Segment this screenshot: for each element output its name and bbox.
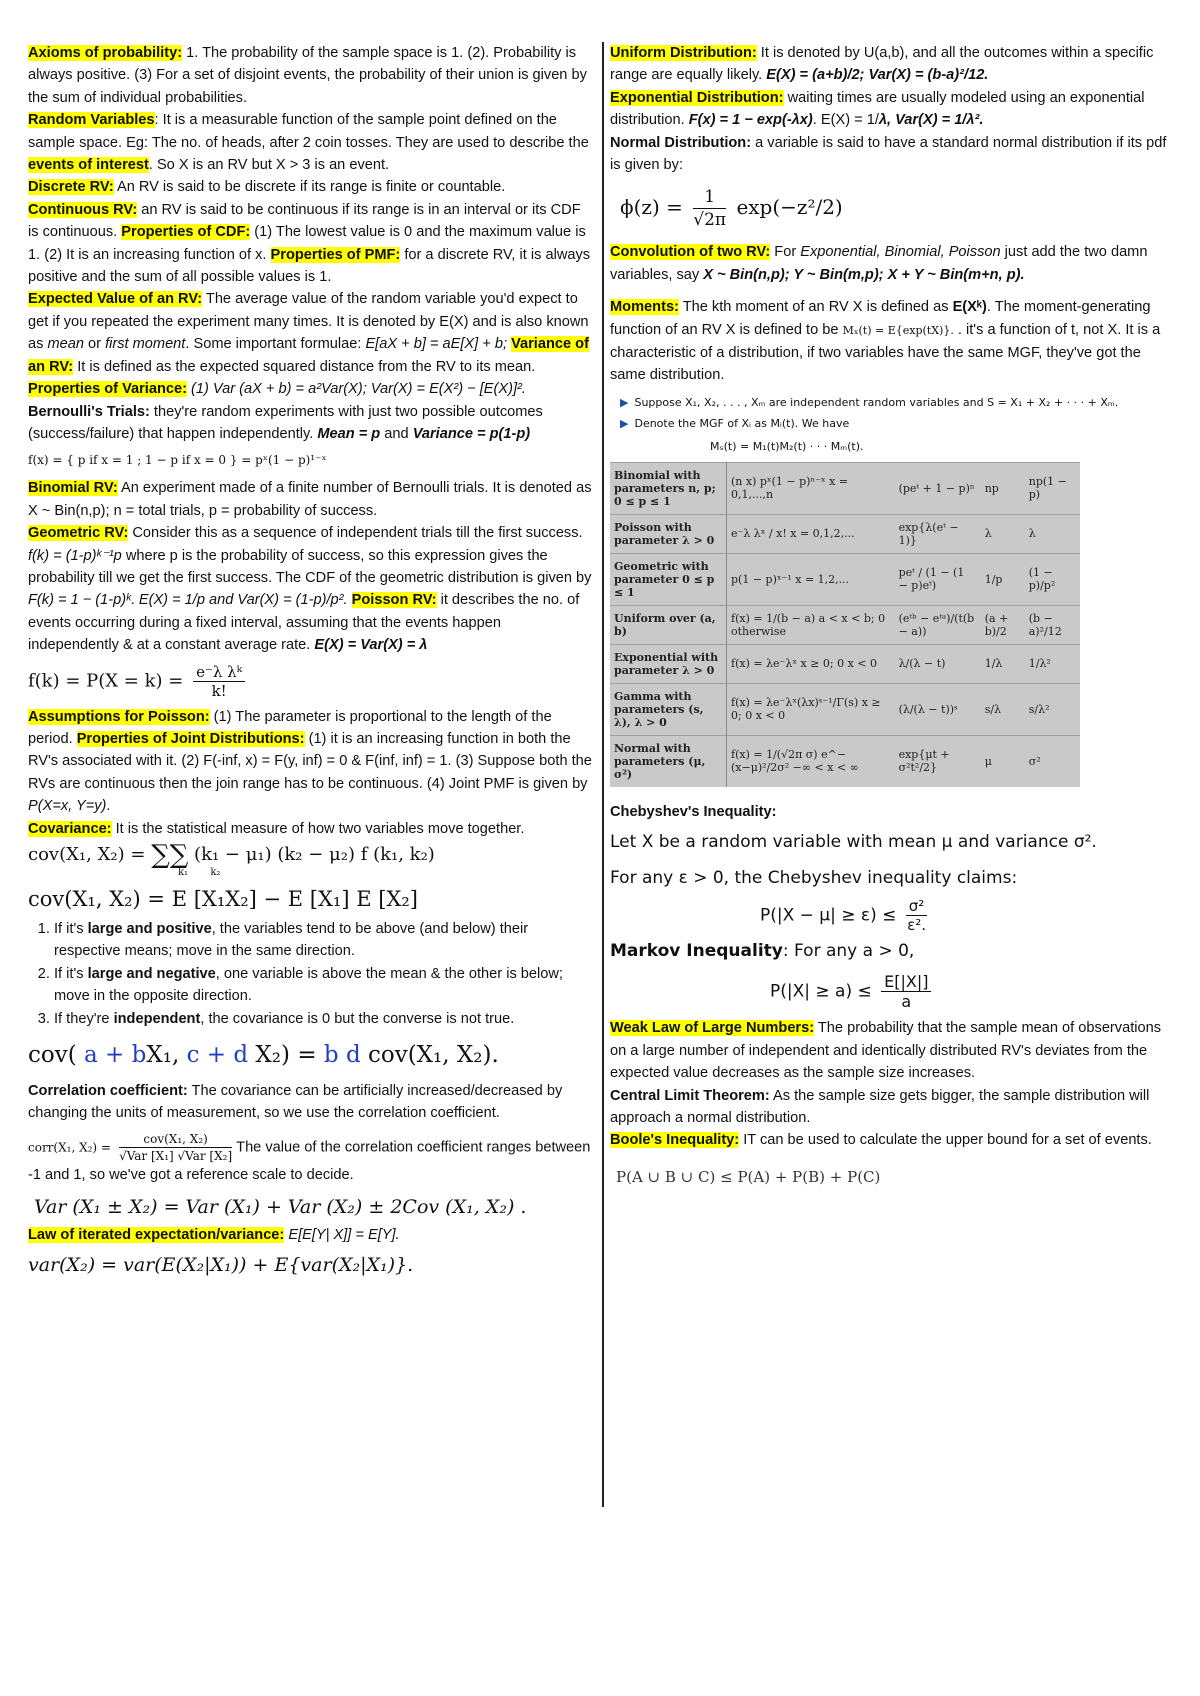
clt-paragraph — [610, 1085, 1176, 1130]
random-variables-heading: Random Variables — [28, 112, 155, 129]
sum-symbol-2: ∑ — [169, 840, 189, 870]
covariance-expectation-formula: cov(X₁, X₂) = E [X₁X₂] − E [X₁] E [X₂] — [28, 887, 418, 911]
joint-pmf: P(X=x, Y=y) — [28, 798, 107, 815]
convolution-heading: Convolution of two RV: — [610, 244, 771, 261]
ev-formula: E[aX + b] = aE[X] + b; — [365, 336, 508, 353]
normal-paragraph — [610, 132, 1176, 177]
moments-text-3: . it's a function of t, not X. It is a characteristic of a distribution, if two variables have the same MGF, they've got the same distribution. — [610, 321, 1161, 384]
chebyshev-numerator: σ² — [906, 897, 928, 916]
markov-lhs: P(|X| ≥ a) ≤ — [770, 981, 872, 1002]
expected-value-heading: Expected Value of an RV: — [28, 291, 203, 308]
rv-text: : It is a measurable function of the sample point defined on the sample space. Eg: The no. of heads, after 2 coin tosses. They are used to describe the — [28, 112, 589, 151]
covariance-heading: Covariance: — [28, 820, 112, 837]
list-item: 1. If it's large and positive, the variables tend to be above (and below) their respective means; move in the same direction. — [54, 918, 594, 963]
bernoulli-formula: f(x) = { p if x = 1 ; 1 − p if x = 0 } = pˣ(1 − p)¹⁻ˣ — [28, 453, 327, 468]
convolution-italic: Exponential, Binomial, Poisson — [800, 244, 1001, 261]
normal-pdf-denominator: √2π — [693, 210, 727, 231]
properties-variance-text: (1) Var (aX + b) = a²Var(X); Var(X) = E(X²) − [E(X)]². — [186, 381, 526, 398]
covariance-text: It is the statistical measure of how two variables move together. — [111, 820, 525, 837]
sum-symbol-1: ∑ — [151, 840, 170, 870]
normal-pdf-numerator: 1 — [693, 186, 726, 209]
markov-text: : For any a > 0, — [782, 941, 915, 962]
sum-index-1: k₁ — [178, 867, 189, 878]
geometric-moments: E(X) = 1/p and Var(X) = (1-p)/p². — [138, 592, 348, 609]
joint-distributions-text: (1) it is an increasing function in both the RV's associated with it. (2) F(-inf, x) = F(y, inf) = 0 & F(inf, inf) = 1. (3) Suppose both the RVs are continuous then the join range has to be continuous. (4) Joint PMF is given by — [28, 730, 592, 792]
assumptions-paragraph — [28, 706, 594, 818]
ev-first-moment: first moment — [105, 336, 186, 353]
iterated-text: E[E[Y| X]] = E[Y]. — [284, 1227, 400, 1244]
events-of-interest-highlight: events of interest — [28, 157, 149, 174]
column-divider — [602, 42, 604, 1507]
rv-text-2: . So X is an RV but X > 3 is an event. — [148, 157, 390, 174]
chebyshev-block — [610, 829, 1176, 1011]
chebyshev-heading: Chebyshev's Inequality: — [610, 803, 777, 820]
bernoulli-text: they're random experiments with just two possible outcomes (success/failure) that happen independently. — [28, 403, 543, 442]
covariance-sum-indices — [178, 868, 594, 878]
poisson-text: it describes the no. of events occurring during a fixed interval, assuming that the events happen independently & at a constant average rate. — [28, 592, 580, 654]
table-row: Uniform over (a, b) f(x) = 1/(b − a) a < x < b; 0 otherwise (eᵗᵇ − eᵗᵃ)/(t(b − a)) (a + b)/2 (b − a)²/12 — [610, 605, 1080, 644]
ev-text-3: . Some important formulae: — [185, 336, 366, 353]
table-row: Gamma with parameters (s, λ), λ > 0 f(x) = λe⁻λˣ(λx)ˢ⁻¹/Γ(s) x ≥ 0; 0 x < 0 (λ/(λ − t))ˢ s/λ s/λ² — [610, 683, 1080, 735]
moments-heading: Moments: — [610, 299, 679, 316]
markov-denominator: a — [901, 992, 912, 1012]
chebyshev-line-2: For any ε > 0, the Chebyshev inequality claims: — [610, 868, 1018, 889]
joint-distributions-heading: Properties of Joint Distributions: — [76, 730, 305, 747]
chebyshev-formula — [760, 897, 1176, 934]
normal-text: a variable is said to have a standard normal distribution if its pdf is given by: — [610, 134, 1167, 174]
exponential-heading: Exponential Distribution: — [610, 89, 784, 106]
geometric-pmf: f(k) = (1-p)ᵏ⁻¹p — [28, 547, 122, 564]
uniform-formula: E(X) = (a+b)/2; Var(X) = (b-a)²/12. — [766, 67, 989, 84]
variance-heading: Variance of an RV: — [28, 336, 589, 375]
table-row: Geometric with parameter 0 ≤ p ≤ 1 p(1 − p)ˣ⁻¹ x = 1,2,... peᵗ / (1 − (1 − p)eᵗ) 1/p (1 − p)/p² — [610, 553, 1080, 605]
poisson-heading: Poisson RV: — [351, 592, 437, 609]
continuous-rv-heading: Continuous RV: — [28, 201, 138, 218]
normal-pdf-rhs: exp(−z²/2) — [736, 195, 843, 220]
variance-sum-formula: Var (X₁ ± X₂) = Var (X₁) + Var (X₂) ± 2Cov (X₁, X₂) . — [34, 1196, 527, 1219]
expected-value-paragraph — [28, 288, 594, 400]
corr-denominator: √Var [X₁] √Var [X₂] — [119, 1148, 233, 1163]
random-variables-paragraph — [28, 109, 594, 176]
exponential-cdf: F(x) = 1 − exp(-λx) — [688, 112, 813, 129]
clt-heading: Central Limit Theorem: — [610, 1087, 770, 1104]
ev-or: or — [83, 336, 106, 353]
binomial-text: An experiment made of a finite number of Bernoulli trials. It is denoted as X ~ Bin(n,p); n = total trials, p = probability of success. — [28, 480, 592, 519]
bernoulli-heading: Bernoulli's Trials: — [28, 403, 150, 420]
axioms-heading: Axioms of probability: — [28, 45, 183, 61]
exponential-text-2: . E(X) = 1/ — [812, 112, 879, 129]
table-row: Poisson with parameter λ > 0 e⁻λ λˣ / x! x = 0,1,2,... exp{λ(eᵗ − 1)} λ λ — [610, 514, 1080, 553]
uniform-text: It is denoted by U(a,b), and all the outcomes within a specific range are equally likely. — [610, 45, 1154, 84]
continuous-rv-text: an RV is said to be continuous if its range is in an interval or its CDF is continuous. — [28, 201, 581, 241]
clt-text: As the sample size gets bigger, the sample distribution will approach a normal distribution. — [610, 1087, 1150, 1126]
boole-paragraph — [610, 1129, 1176, 1151]
uniform-heading: Uniform Distribution: — [610, 45, 757, 61]
mgf-bullets — [620, 395, 1176, 454]
axioms-paragraph — [28, 42, 594, 109]
pmf-text: for a discrete RV, it is always positive and the sum of all possible values is 1. — [28, 246, 591, 286]
wlln-text: The probability that the sample mean of observations on a large number of independent and identically distributed RV's deviates from the expected value decreases as the sample size increases. — [610, 1020, 1162, 1082]
mgf-bullet-2: ▶ Denote the MGF of Xᵢ as Mᵢ(t). We have — [620, 416, 850, 430]
joint-end: . — [106, 798, 111, 815]
axioms-text: 1. The probability of the sample space is 1. (2). Probability is always positive. (3) For a set of disjoint events, the probability of their union is given by the sum of individual probabilities. — [28, 45, 587, 106]
triangle-bullet-icon: ▶ — [620, 395, 629, 409]
moments-paragraph — [610, 296, 1176, 387]
covariance-sum-formula — [28, 842, 594, 868]
binomial-heading: Binomial RV: — [28, 480, 118, 497]
distributions-table-image — [610, 462, 1080, 787]
binomial-paragraph — [28, 477, 594, 522]
normal-pdf-formula — [620, 186, 1176, 231]
poisson-pmf-lhs: f(k) = P(X = k) = — [28, 670, 184, 692]
mgf-product-formula: Mₛ(t) = M₁(t)M₂(t) · · · Mₘ(t). — [710, 439, 864, 453]
poisson-pmf-denominator: k! — [211, 681, 227, 700]
normal-pdf-lhs: ϕ(z) = — [620, 195, 683, 220]
geometric-cdf: F(k) = 1 − (1-p)ᵏ — [28, 592, 131, 609]
convolution-text-2: just add the two damn variables, say — [610, 244, 1148, 283]
ev-mean: mean — [47, 336, 84, 353]
triangle-bullet-icon: ▶ — [620, 416, 629, 430]
wlln-heading: Weak Law of Large Numbers: — [610, 1020, 815, 1037]
moments-formula: E(Xᵏ) — [952, 299, 987, 316]
covariance-paragraph — [28, 818, 594, 840]
cdf-heading: Properties of CDF: — [121, 224, 251, 241]
table-row: Normal with parameters (μ, σ²) f(x) = 1/(√2π σ) e^−(x−μ)²/2σ² −∞ < x < ∞ exp{μt + σ²t²/2} μ σ² — [610, 735, 1080, 787]
geometric-text-3: . — [130, 592, 139, 609]
corr-lhs: corr(X₁, X₂) = — [28, 1140, 111, 1155]
moments-text-2: . The moment-generating function of an RV X is defined to be — [610, 299, 1151, 338]
variance-text: It is defined as the expected squared distance from the RV to its mean. — [73, 358, 536, 375]
discrete-rv-text: An RV is said to be discrete if its range is finite or countable. — [113, 179, 506, 196]
chebyshev-line-1: Let X be a random variable with mean μ and variance σ². — [610, 832, 1097, 853]
iterated-variance-formula: var(X₂) = var(E(X₂|X₁)) + E{var(X₂|X₁)}. — [28, 1253, 414, 1276]
poisson-moments: E(X) = Var(X) = λ — [314, 637, 428, 654]
corr-numerator: cov(X₁, X₂) — [119, 1131, 232, 1148]
mgf-formula: Mₓ(t) = E{exp(tX)}. — [842, 323, 954, 337]
boole-heading: Boole's Inequality: — [610, 1132, 740, 1149]
correlation-heading: Correlation coefficient: — [28, 1083, 188, 1100]
chebyshev-fraction — [906, 897, 928, 934]
poisson-pmf-formula — [28, 663, 594, 700]
correlation-text: The covariance can be artificially increased/decreased by changing the units of measurement, so we use the correlation coefficient. — [28, 1083, 563, 1122]
convolution-formula: X ~ Bin(n,p); Y ~ Bin(m,p); X + Y ~ Bin(m+n, p). — [703, 266, 1025, 283]
convolution-text: For — [770, 244, 801, 261]
properties-variance-heading: Properties of Variance: — [28, 381, 187, 398]
chebyshev-lhs: P(|X − μ| ≥ ε) ≤ — [760, 905, 897, 926]
continuous-rv-paragraph — [28, 199, 594, 289]
correlation-formula-block — [28, 1131, 594, 1186]
bernoulli-and: and — [380, 425, 413, 442]
corr-fraction — [119, 1131, 232, 1164]
bernoulli-variance: Variance = p(1-p) — [412, 425, 531, 442]
correlation-text-2: The value of the correlation coefficient ranges between -1 and 1, so we've got a reference scale to decide. — [28, 1139, 591, 1183]
cov-sum-lhs: cov(X₁, X₂) = — [28, 844, 146, 865]
geometric-heading: Geometric RV: — [28, 525, 129, 542]
bernoulli-paragraph — [28, 401, 594, 446]
geometric-text-2: where p is the probability of success, so this expression gives the probability till we get the first success. The CDF of the geometric distribution is given by — [28, 547, 592, 586]
correlation-paragraph — [28, 1080, 594, 1125]
iterated-paragraph — [28, 1224, 594, 1246]
exponential-text: waiting times are usually modeled using an exponential distribution. — [610, 89, 1145, 129]
markov-line — [610, 938, 1176, 964]
markov-formula — [770, 972, 1176, 1011]
markov-heading: Markov Inequality — [610, 941, 783, 962]
chebyshev-heading-line — [610, 801, 1176, 823]
assumptions-poisson-heading: Assumptions for Poisson: — [28, 708, 210, 725]
convolution-paragraph — [610, 241, 1176, 286]
boole-text: IT can be used to calculate the upper bound for a set of events. — [739, 1132, 1152, 1149]
right-column — [610, 42, 1176, 1188]
bernoulli-mean: Mean = p — [317, 425, 381, 442]
chebyshev-denominator: ε². — [907, 916, 926, 935]
list-item: 3. If they're independent, the covariance is 0 but the converse is not true. — [54, 1008, 594, 1030]
moments-text: The kth moment of an RV X is defined as — [678, 299, 953, 316]
cdf-text: (1) The lowest value is 0 and the maximum value is 1. (2) It is an increasing function of x. — [28, 224, 586, 263]
markov-fraction — [881, 972, 931, 1011]
mgf-bullet-1: ▶ Suppose X₁, X₂, . . . , Xₘ are independent random variables and S = X₁ + X₂ + · · · + Xₘ. — [620, 395, 1119, 409]
discrete-rv-paragraph — [28, 176, 594, 198]
cov-sum-rhs: (k₁ − μ₁) (k₂ − μ₂) f (k₁, k₂) — [194, 844, 435, 865]
assumptions-poisson-text: (1) The parameter is proportional to the length of the period. — [28, 708, 552, 747]
geometric-paragraph — [28, 522, 594, 656]
discrete-rv-heading: Discrete RV: — [28, 179, 114, 196]
wlln-paragraph — [610, 1017, 1176, 1084]
poisson-pmf-fraction — [193, 663, 245, 700]
ev-text: The average value of the random variable you'd expect to get if you repeated the experiment many times. It is denoted by E(X) and is also known as — [28, 291, 589, 353]
list-item: 2. If it's large and negative, one variable is above the mean & the other is below; move in the opposite direction. — [54, 963, 594, 1008]
pmf-heading: Properties of PMF: — [270, 246, 401, 263]
normal-heading: Normal Distribution: — [610, 134, 752, 151]
covariance-linear-formula: cov( a + bX₁, c + d X₂) = b d cov(X₁, X₂). — [28, 1042, 499, 1069]
poisson-pmf-numerator: e⁻λ λᵏ — [193, 663, 245, 682]
exponential-paragraph — [610, 87, 1176, 132]
left-column — [28, 42, 594, 1283]
geometric-text: Consider this as a sequence of independent trials till the first success. — [128, 525, 583, 542]
iterated-heading: Law of iterated expectation/variance: — [28, 1227, 285, 1244]
table-row: Exponential with parameter λ > 0 f(x) = λe⁻λˣ x ≥ 0; 0 x < 0 λ/(λ − t) 1/λ 1/λ² — [610, 644, 1080, 683]
uniform-paragraph — [610, 42, 1176, 87]
boole-formula: P(A ∪ B ∪ C) ≤ P(A) + P(B) + P(C) — [616, 1167, 881, 1186]
covariance-list — [28, 918, 594, 1030]
table-row: Binomial with parameters n, p; 0 ≤ p ≤ 1 (n x) pˣ(1 − p)ⁿ⁻ˣ x = 0,1,...,n (peᵗ + 1 − p)ⁿ np np(1 − p) — [610, 462, 1080, 514]
exponential-moments: λ, Var(X) = 1/λ². — [878, 112, 984, 129]
normal-pdf-fraction — [693, 186, 726, 231]
markov-numerator: E[|X|] — [881, 972, 931, 992]
sum-index-2: k₂ — [210, 867, 221, 878]
